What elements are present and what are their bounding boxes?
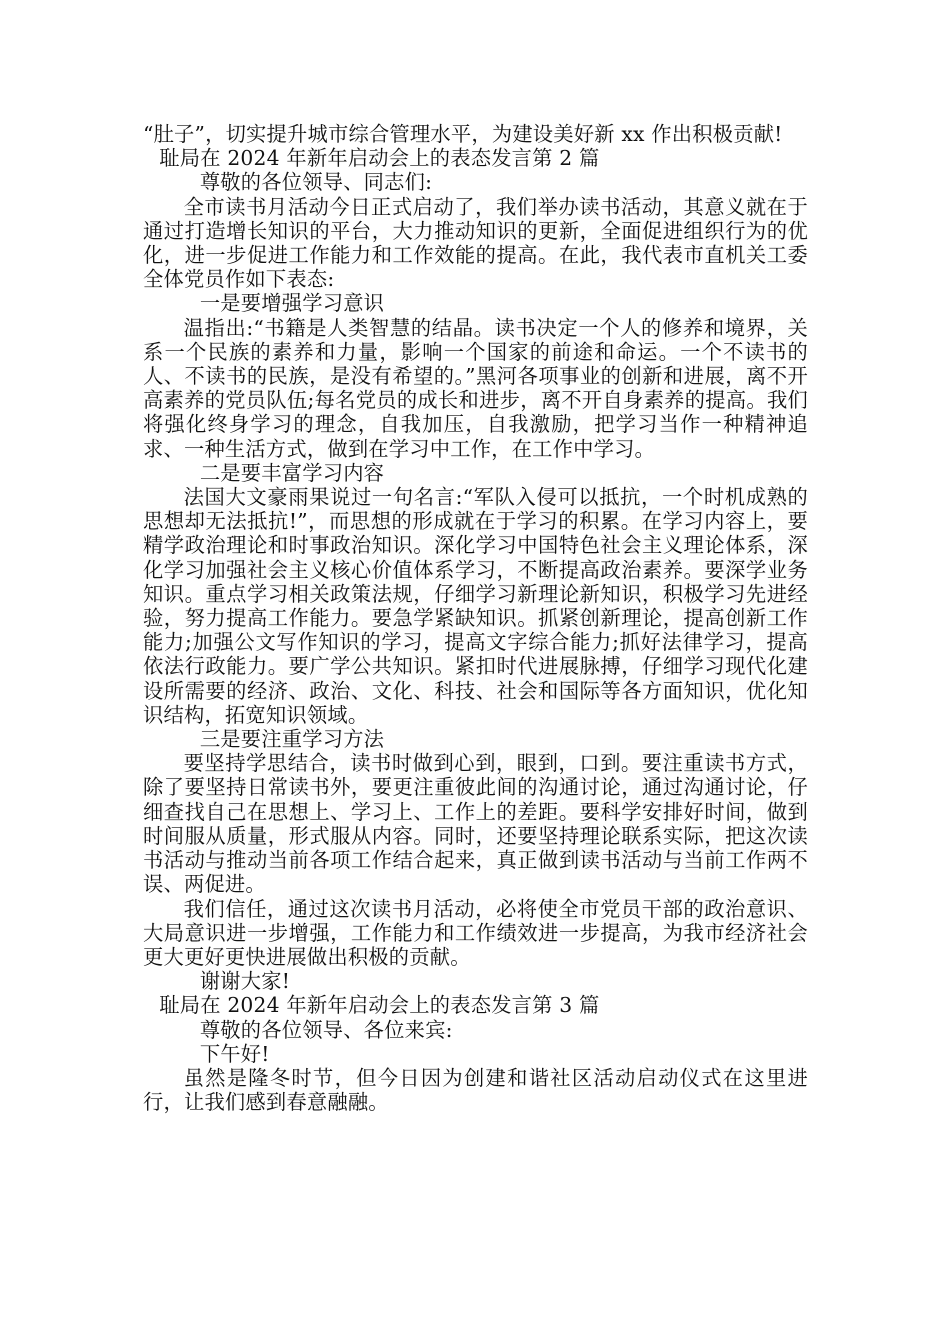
paragraph: 温指出:“书籍是人类智慧的结晶。读书决定一个人的修养和境界，关系一个民族的素养和力量，影响一个国家的前途和命运。一个不读书的人、不读书的民族，是没有希望的。”黑河各项事业的创新和进展，离不开高素养的党员队伍;每名党员的成长和进步，离不开自身素养的提高。我们将强化终身学习的理念，自我加压，自我激励，把学习当作一种精神追求、一种生活方式，做到在学习中工作，在工作中学习。 xyxy=(143,315,808,461)
subheading-2: 二是要丰富学习内容 xyxy=(199,460,385,485)
paragraph: 全市读书月活动今日正式启动了，我们举办读书活动，其意义就在于通过打造增长知识的平台，大力推动知识的更新，全面促进组织行为的优化，进一步促进工作能力和工作效能的提高。在此，我代表市直机关工委全体党员作如下表态: xyxy=(143,194,808,292)
subheading-3: 三是要注重学习方法 xyxy=(199,727,385,752)
paragraph: 我们信任，通过这次读书月活动，必将使全市党员干部的政治意识、大局意识进一步增强，工作能力和工作绩效进一步提高，为我市经济社会更大更好更快进展做出积极的贡献。 xyxy=(143,896,808,969)
paragraph: 法国大文豪雨果说过一句名言:“军队入侵可以抵抗，一个时机成熟的思想却无法抵抗!”，而思想的形成就在于学习的积累。在学习内容上，要精学政治理论和时事政治知识。深化学习中国特色社会主义理论体系，深化学习加强社会主义核心价值体系学习，不断提高政治素养。要深学业务知识。重点学习相关政策法规，仔细学习新理论新知识，积极学习先进经验，努力提高工作能力。要急学紧缺知识。抓紧创新理论，提高创新工作能力;加强公文写作知识的学习，提高文字综合能力;抓好法律学习，提高依法行政能力。要广学公共知识。紧扣时代进展脉搏，仔细学习现代化建设所需要的经济、政治、文化、科技、社会和国际等各方面知识，优化知识结构，拓宽知识领域。 xyxy=(143,485,808,727)
section-heading-3: 耻局在 2024 年新年启动会上的表态发言第 3 篇 xyxy=(159,993,600,1018)
subheading-1: 一是要增强学习意识 xyxy=(199,291,385,316)
section-heading-2: 耻局在 2024 年新年启动会上的表态发言第 2 篇 xyxy=(159,146,600,171)
document-page xyxy=(143,122,808,1114)
salutation: 尊敬的各位领导、同志们: xyxy=(199,170,433,195)
paragraph: 要坚持学思结合，读书时做到心到，眼到，口到。要注重读书方式，除了要坚持日常读书外，要更注重彼此间的沟通讨论，通过沟通讨论，仔细查找自己在思想上、学习上、工作上的差距。要科学安排好时间，做到时间服从质量，形式服从内容。同时，还要坚持理论联系实际，把这次读书活动与推动当前各项工作结合起来，真正做到读书活动与当前工作两不误、两促进。 xyxy=(143,751,808,897)
salutation: 尊敬的各位领导、各位来宾: xyxy=(199,1017,453,1042)
paragraph-continued: “肚子”，切实提升城市综合管理水平，为建设美好新 xx 作出积极贡献! xyxy=(143,122,783,146)
paragraph: 虽然是隆冬时节，但今日因为创建和谐社区活动启动仪式在这里进行，让我们感到春意融融。 xyxy=(143,1065,808,1115)
greeting: 下午好! xyxy=(199,1041,270,1066)
closing-thanks: 谢谢大家! xyxy=(199,969,291,994)
